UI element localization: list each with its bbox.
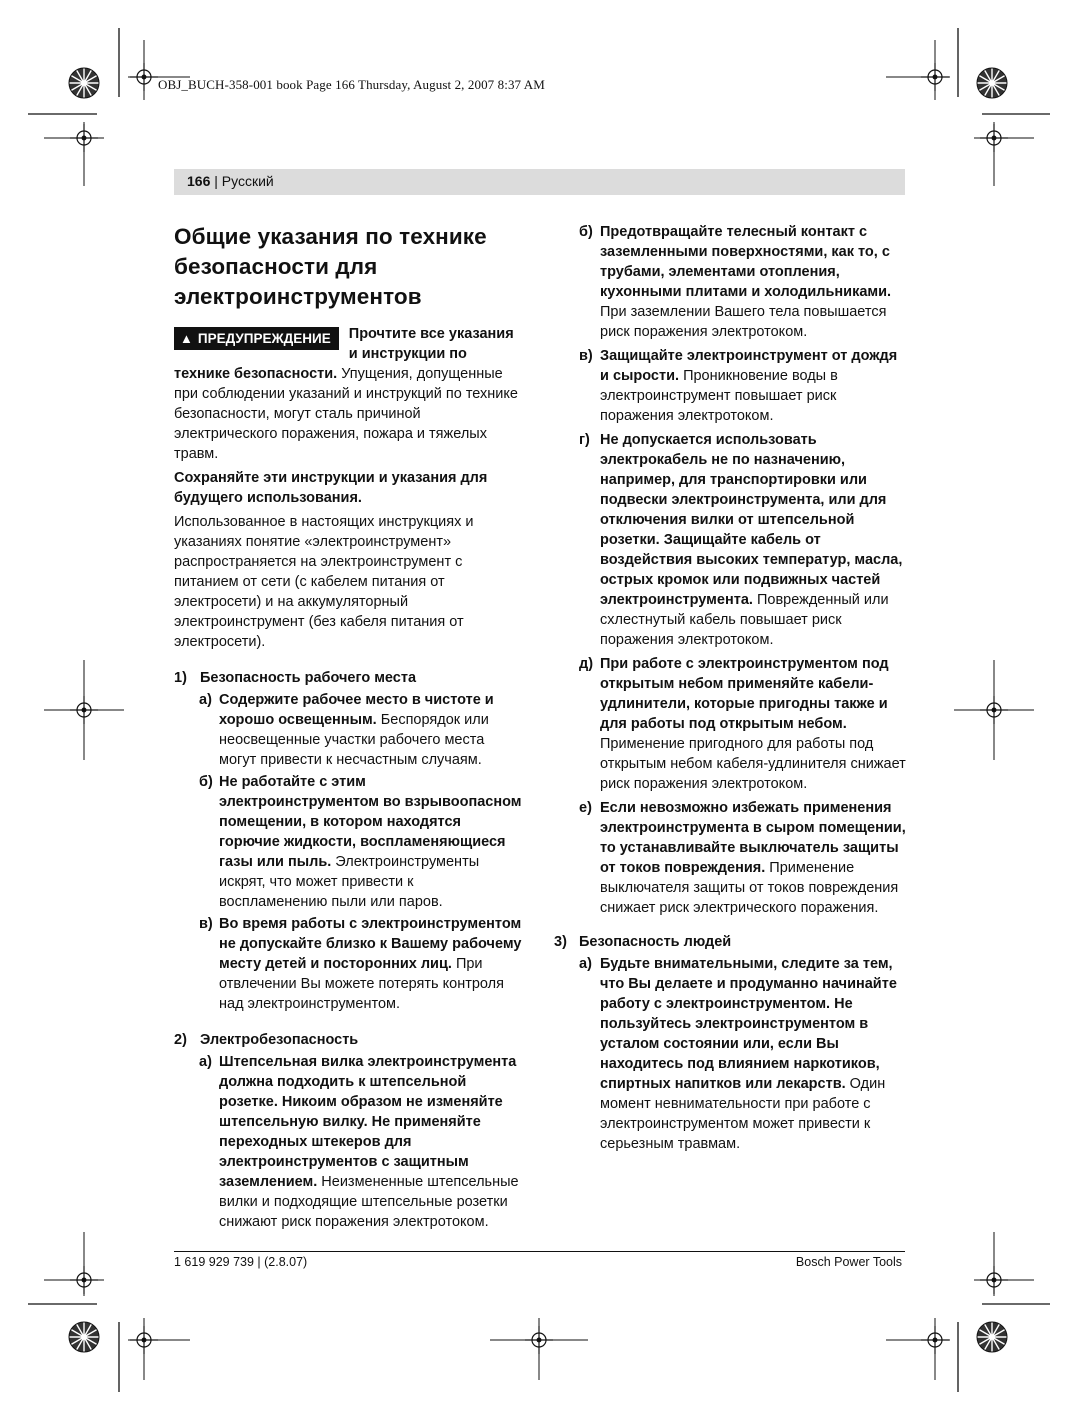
registration-star-bottom-right: [977, 1322, 1007, 1352]
section-title: Электробезопасность: [200, 1032, 359, 1048]
warning-badge: ▲ ПРЕДУПРЕЖДЕНИЕ: [174, 327, 339, 350]
list-item: б) Не работайте с этим электроинструментом во взрывоопасном помещении, в котором находятся горючие жидкости, воспламеняющиеся газы или пыль. Электроинструменты искрят, что может привести к воспламенению пыли или паров.: [199, 774, 522, 910]
left-column: [174, 222, 524, 1232]
page-header-bar: [174, 169, 905, 195]
warning-triangle-icon: ▲: [180, 331, 193, 346]
list-item: в) Во время работы с электроинструментом не допускайте близко к Вашему рабочему месту детей и посторонних лиц. При отвлечении Вы можете потерять контроля над электроинструментом.: [199, 916, 522, 1012]
page-number: 166: [187, 173, 211, 189]
list-item: б) Предотвращайте телесный контакт с заземленными поверхностями, как то, с трубами, элементами отопления, кухонными плитами и холодильниками. При заземлении Вашего тела повышается риск поражения электротоком.: [579, 224, 892, 340]
right-column: [554, 222, 906, 1158]
list-item: е) Если невозможно избежать применения электроинструмента в сыром помещении, то устанавливайте выключатель защиты от токов повреждения. Применение выключателя защиты от токов повреждения снижает риск электрического поражения.: [579, 800, 906, 916]
section-title: Безопасность людей: [579, 934, 732, 950]
footer-document-number: 1 619 929 739 | (2.8.07): [174, 1255, 308, 1269]
page-title: Общие указания по технике безопасности для электроинструментов: [174, 224, 487, 309]
list-item: а) Штепсельная вилка электроинструмента должна подходить к штепсельной розетке. Никоим образом не изменяйте штепсельную вилку. Не применяйте переходных штекеров для электроинструментов с защитным заземлением. Неизмененные штепсельные вилки и подходящие штепсельные розетки снижают риск поражения электротоком.: [199, 1054, 519, 1230]
warning-bold-text: Прочтите все указания и инструкции по технике безопасности.: [174, 326, 514, 382]
print-slug-line: OBJ_BUCH-358-001 book Page 166 Thursday, August 2, 2007 8:37 AM: [158, 77, 545, 92]
registration-star-bottom-left: [69, 1322, 99, 1352]
registration-star-top-right: [977, 68, 1007, 98]
section-personal-safety: 3) Безопасность людей а) Будьте внимательными, следите за тем, что Вы делаете и продуманно начинайте работу с электроинструментом. Не пользуйтесь электроинструментом в усталом состоянии или, если Вы находитесь под влиянием наркотиков, спиртных напитков или лекарств. Один момент невнимательности при работе с электроинструментом может привести к серьезным травмам.: [576, 932, 906, 1154]
header-language: Русский: [221, 173, 274, 189]
header-separator: |: [210, 173, 222, 189]
list-item: г) Не допускается использовать электрокабель не по назначению, например, для транспортировки или подвески электроинструмента, или для отключения вилки от штепсельной розетки. Защищайте кабель от воздействия высоких температур, масла, острых кромок или подвижных частей электроинструмента. Поврежденный или схлестнутый кабель повышает риск поражения электротоком.: [579, 432, 903, 648]
warning-text: Упущения, допущенные при соблюдении указаний и инструкций по технике безопасности, могут сталь причиной электрического поражения, пожара и тяжелых травм.: [174, 366, 518, 462]
list-item: в) Защищайте электроинструмент от дождя и сырости. Проникновение воды в электроинструмент повышает риск поражения электротоком.: [579, 348, 898, 424]
footer-brand: Bosch Power Tools: [795, 1255, 902, 1269]
section-workplace-safety: 1) Безопасность рабочего места а) Содержите рабочее место в чистоте и хорошо освещенным. Беспорядок или неосвещенные участки рабочего места могут привести к несчастным случаям. б) Не работайте с этим электроинструментом во взрывоопасном помещении, в котором находятся горючие жидкости, воспламеняющиеся газы или пыль. Электроинструменты искрят, что может привести к воспламенению пыли или паров. в) Во время работы с электроинструментом не допускайте близко к Вашему рабочему месту детей и посторонних лиц. При отвлечении Вы можете потерять контроля над электроинструментом.: [174, 668, 524, 1014]
keep-instructions: Сохраняйте эти инструкции и указания для будущего использования.: [174, 470, 488, 506]
section-electrical-safety: 2) Электробезопасность а) Штепсельная вилка электроинструмента должна подходить к штепсельной розетке. Никоим образом не изменяйте штепсельную вилку. Не применяйте переходных штекеров для электроинструментов с защитным заземлением. Неизмененные штепсельные вилки и подходящие штепсельные розетки снижают риск поражения электротоком.: [174, 1030, 524, 1232]
definition-paragraph: Использованное в настоящих инструкциях и указаниях понятие «электроинструмент» распространяется на электроинструмент с питанием от сети (с кабелем питания от электросети) и на аккумуляторный электроинструмент (без кабеля питания от электросети).: [174, 514, 474, 650]
list-item: д) При работе с электроинструментом под открытым небом применяйте кабели-удлинители, которые пригодны также и для работы под открытым небом. Применение пригодного для работы под открытым небом кабеля-удлинителя снижает риск поражения электротоком.: [579, 656, 906, 792]
section-title: Безопасность рабочего места: [200, 670, 417, 686]
registration-star-top-left: [69, 68, 99, 98]
list-item: а) Содержите рабочее место в чистоте и хорошо освещенным. Беспорядок или неосвещенные участки рабочего места могут привести к несчастным случаям.: [199, 692, 494, 768]
footer-rule: [174, 1251, 905, 1252]
warning-block: [174, 324, 524, 464]
list-item: а) Будьте внимательными, следите за тем, что Вы делаете и продуманно начинайте работу с электроинструментом. Не пользуйтесь электроинструментом в усталом состоянии или, если Вы находитесь под влиянием наркотиков, спиртных напитков или лекарств. Один момент невнимательности при работе с электроинструментом может привести к серьезным травмам.: [579, 956, 897, 1152]
